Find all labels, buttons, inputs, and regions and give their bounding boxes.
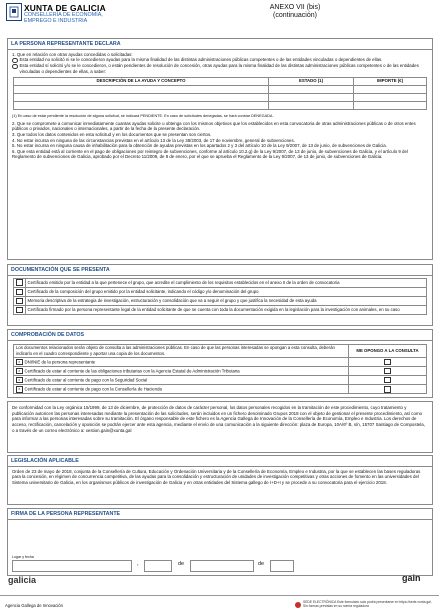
table-row <box>14 278 427 287</box>
table-row <box>14 93 427 101</box>
declaration-item-6: 6. Que esta entidad está al corriente en el pago de obligaciones por reintegro de subvenciones, conforme al artículo 10.2.g) de la Ley 9/2007, de 13 de junio, de subvenciones de Galicia, y el artículo 9 del Reglamento de subvenciones de Galicia, aprobado por el Decreto 11/2009, de 8 de enero, por el que se aprueba el Reglamento de la Ley 9/2007, de 13 de junio, de subvenciones de Galicia. <box>12 148 408 160</box>
annex-line-2: (continuación) <box>273 12 317 20</box>
date-separator-comma: , <box>137 561 139 567</box>
documentation-table <box>13 278 427 315</box>
aid-description-cell[interactable] <box>14 85 269 93</box>
table-row <box>14 376 427 385</box>
legislation-title: LEGISLACIÓN APLICABLE <box>8 456 432 467</box>
radio-no-aid[interactable] <box>12 58 18 64</box>
aid-table-header <box>14 77 427 85</box>
declaration-item-2: 2. Que se compromete a comunicar inmediatamente cuantas ayudas solicite u obtenga con los mismos objetivos que los establecidos en esta convocatoria de otras administraciones públicas o de otros entes públicos o privados, nacionales o internacionales, a partir de la fecha de la presente declaración. <box>12 120 416 132</box>
galicia-logo: galicia <box>8 575 37 585</box>
aid-amount-cell[interactable] <box>354 93 427 101</box>
table-row <box>14 296 427 305</box>
table-row <box>14 305 427 314</box>
declaration-item-3: 3. Que todos los datos contenidos en esta solicitud y en los documentos que se presentan son ciertos. <box>12 131 212 137</box>
aid-amount-header: IMPORTE (€) <box>354 77 427 85</box>
oppose-header: ME OPONGO A LA CONSULTA <box>349 344 427 357</box>
doc-checkbox-3[interactable] <box>16 298 23 305</box>
documentation-section <box>7 264 433 326</box>
table-row <box>14 385 427 394</box>
aid-status-cell[interactable] <box>269 101 354 109</box>
aid-status-cell[interactable] <box>269 93 354 101</box>
date-separator-de-1: de <box>178 561 185 567</box>
documentation-title: DOCUMENTACIÓN QUE SE PRESENTA <box>8 265 432 276</box>
option-no-aid-label: Esta entidad no solicitó ni se le concedieron ayudas para la misma finalidad de las distintas administraciones públicas competentes o de las entidades vinculadas o dependientes de ellas. <box>19 57 383 63</box>
privacy-text: De conformidad con la Ley orgánica 15/1999, de 13 de diciembre, de protección de datos de carácter personal, los datos personales recogidos en la tramitación de este procedimiento, cuyo tratamiento y publicación autoricen las personas interesadas mediante la presentación de las solicitudes, serán incluidos en un fichero denominado Grupos 2018 con el objeto de gestionar el presente procedimiento, así como para informar a las personas interesadas sobre su tramitación. El órgano responsable de este fichero es la Agencia Gallega de Innovación de la Consellería de Economía, Empleo e Industria. Los derechos de acceso, rectificación, cancelación y oposición se podrán ejercer ante esta agencia, mediante el envío de una comunicación a la siguiente dirección: plaza de Europa, 10A/6º B, s/n, 15707 Santiago de Compostela, o a través de un correo electrónico a: xestion.gain@xunta.gal <box>12 405 425 433</box>
table-row <box>14 101 427 109</box>
aid-amount-cell[interactable] <box>354 85 427 93</box>
verify-mark-3: × <box>16 377 23 384</box>
footer-divider <box>0 595 439 596</box>
table-row <box>14 85 427 93</box>
aid-amount-cell[interactable] <box>354 101 427 109</box>
table-row <box>14 287 427 296</box>
date-separator-de-2: de <box>258 561 265 567</box>
day-input[interactable] <box>144 560 172 572</box>
place-input[interactable] <box>12 560 132 572</box>
aid-status-cell[interactable] <box>269 85 354 93</box>
dept-line-1: CONSELLERÍA DE ECONOMÍA, <box>24 12 103 18</box>
oppose-checkbox-1[interactable] <box>384 359 391 366</box>
declaration-item-5: 5. No estar incursa en ninguna causa de inhabilitación para la obtención de ayudas previstas en los apartados 2 y 3 del artículo 10 de la Ley 9/2007, de 13 de junio, de subvenciones de Galicia. <box>12 143 387 149</box>
radio-yes-aid[interactable] <box>12 64 18 70</box>
aid-description-cell[interactable] <box>14 93 269 101</box>
legislation-section <box>7 455 433 505</box>
doc-item-1: Certificado emitido por la entidad a la que pertenece el grupo, que acredite el cumplimiento de los requisitos establecidos en el anexo II de la orden de convocatoria <box>25 278 427 287</box>
doc-item-2: Certificado de la composición del grupo emitido por la entidad solicitante, indicando el código y/o denominación del grupo <box>25 287 427 296</box>
verification-table <box>13 344 427 395</box>
agency-name: Agencia Gallega de Innovación <box>5 603 63 608</box>
verification-section <box>7 329 433 398</box>
verify-item-3: Certificado de estar al corriente de pago con la Seguridad Social <box>24 377 148 383</box>
oppose-checkbox-2[interactable] <box>384 368 391 375</box>
declaration-title: LA PERSONA REPRESENTANTE DECLARA <box>8 39 432 50</box>
table-footnote: (1) En caso de estar pendiente la resolución de alguna solicitud, se indicará PENDIENTE. En caso de solicitudes denegadas, se hará constar DENEGADA. <box>12 113 274 118</box>
org-name: XUNTA DE GALICIA <box>24 3 106 13</box>
month-input[interactable] <box>190 560 254 572</box>
verification-title: COMPROBACIÓN DE DATOS <box>8 330 432 341</box>
oppose-checkbox-4[interactable] <box>384 386 391 393</box>
table-row <box>14 357 427 366</box>
doc-checkbox-4[interactable] <box>16 307 23 314</box>
electronic-seal-icon <box>295 602 301 608</box>
declaration-item-4: 4. No estar incursa en ninguna de las circunstancias previstas en el artículo 13 de la Ley 38/2003, de 17 de noviembre, general de subvenciones. <box>12 137 295 143</box>
oppose-checkbox-3[interactable] <box>384 377 391 384</box>
annex-line-1: ANEXO VII (bis) <box>269 4 321 11</box>
doc-checkbox-1[interactable] <box>16 279 23 286</box>
aid-description-header: DESCRIPCIÓN DE LA AYUDA Y CONCEPTO <box>14 77 269 85</box>
gain-logo: gain <box>402 573 421 583</box>
verify-item-1: DNI/NIE de la persona representante <box>24 359 96 365</box>
doc-item-3: Memoria descriptiva de la estrategia de investigación, estructuración y consolidación que va a seguir el grupo y que justifica la necesidad de esta ayuda <box>25 296 427 305</box>
annex-title <box>260 4 330 20</box>
seal-notice: SEDE ELECTRÓNICA Este formulario solo podrá presentarse en https://sede.xunta.gal. Sin formas previstas en su norma reguladora <box>303 600 432 608</box>
verify-mark-2: × <box>16 368 23 375</box>
privacy-section <box>7 401 433 453</box>
table-row <box>14 367 427 376</box>
declaration-section <box>7 38 433 260</box>
aid-description-cell[interactable] <box>14 101 269 109</box>
option-yes-aid-label: Esta entidad sí solicitó y/o se le concedieron, o están pendientes de resolución de concesión, otras ayudas para la misma finalidad de las distintas administraciones públicas competentes o de las entidades vinculadas o dependientes de ellas, a saber: <box>19 63 419 74</box>
signature-title: FIRMA DE LA PERSONA REPRESENTANTE <box>8 509 432 520</box>
aid-table <box>13 77 427 110</box>
verify-mark-4: × <box>16 386 23 393</box>
verify-item-2: Certificado de estar al corriente de las obligaciones tributarias con la Agencia Estatal de Administración Tributaria <box>24 368 240 374</box>
doc-item-4: Certificado firmado por la persona representante legal de la entidad solicitante de que se cuenta con toda la documentación exigida en la legislación para la investigación con animales, en su caso <box>25 305 427 314</box>
place-date-label: Lugar y fecha <box>12 555 34 559</box>
option-yes-aid <box>8 63 432 74</box>
legislation-text: Orden de 23 de mayo de 2018, conjunta de la Consellería de Cultura, Educación y Ordenación Universitaria y de la Consellería de Economía, Empleo e Industria, por la que se establecen las bases reguladoras para la concesión, en régimen de concurrencia competitiva, de las ayudas para la consolidación y estructuración de unidades de investigación competitivas y otras acciones de fomento en las universidades del Sistema universitario de Galicia, en los organismos públicos de investigación de Galicia y en otras entidades del Sistema gallego de I+D+I y se procede a su convocatoria para el ejercicio 2018. <box>12 468 421 485</box>
year-input[interactable] <box>270 560 294 572</box>
verification-intro: Los documentos relacionados serán objeto de consulta a las administraciones públicas. En caso de que las personas interesadas se opongan a esta consulta, deberán indicarlo en el cuadro correspondiente y aportar una copia de los documentos. <box>14 344 349 357</box>
verify-item-4: Certificado de estar al corriente de pago con la Consellería de Hacienda <box>24 386 162 392</box>
verify-mark-1: × <box>16 359 23 366</box>
department-name <box>24 13 103 25</box>
table-row <box>14 344 427 357</box>
xunta-logo-icon <box>6 3 22 21</box>
doc-checkbox-2[interactable] <box>16 289 23 296</box>
aid-status-header: ESTADO (1) <box>269 77 354 85</box>
dept-line-2: EMPREGO E INDUSTRIA <box>24 17 88 24</box>
question-1: 1. Que en relación con otras ayudas concedidas o solicitadas: <box>12 51 133 57</box>
